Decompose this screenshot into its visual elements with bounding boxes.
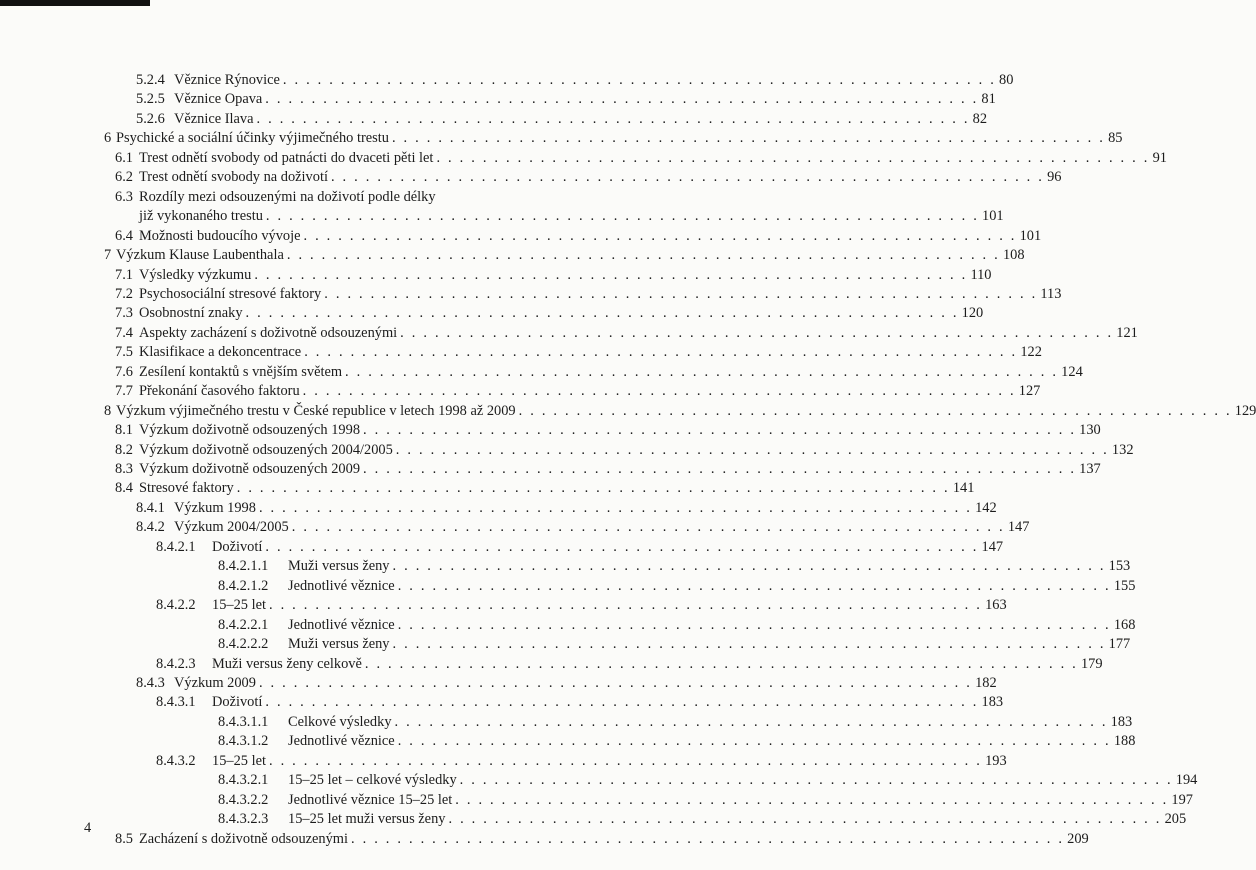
toc-dot-leader: . . . . . . . . . . . . . . . . . . . . . . . . . . . . . . . . . . . . . . . . . . . . . . . . . . . . . . . . . . . . . . bbox=[286, 247, 1000, 264]
toc-entry bbox=[156, 655, 1103, 674]
toc-entry bbox=[115, 266, 992, 285]
toc-entry bbox=[115, 149, 1167, 168]
toc-entry-number: 5.2.5 bbox=[136, 91, 165, 108]
toc-dot-leader: . . . . . . . . . . . . . . . . . . . . . . . . . . . . . . . . . . . . . . . . . . . . . . . . . . . . . . . . . . . . . . bbox=[254, 266, 968, 283]
toc-entry-number: 7.5 bbox=[115, 344, 133, 361]
toc-dot-leader: . . . . . . . . . . . . . . . . . . . . . . . . . . . . . . . . . . . . . . . . . . . . . . . . . . . . . . . . . . . . . . bbox=[400, 324, 1114, 341]
toc-entry bbox=[115, 188, 569, 207]
toc-entry bbox=[218, 771, 1198, 790]
toc-entry-title: Klasifikace a dekoncentrace bbox=[139, 344, 302, 361]
toc-entry-number: 8.4.2.1.1 bbox=[218, 558, 269, 575]
toc-entry bbox=[218, 791, 1193, 810]
toc-dot-leader: . . . . . . . . . . . . . . . . . . . . . . . . . . . . . . . . . . . . . . . . . . . . . . . . . . . . . . . . . . . . . . bbox=[268, 752, 983, 769]
toc-entry bbox=[218, 557, 1131, 576]
toc-dot-leader: . . . . . . . . . . . . . . . . . . . . . . . . . . . . . . . . . . . . . . . . . . . . . . . . . . . . . . . . . . . . . . bbox=[436, 149, 1150, 166]
toc-dot-leader: . . . . . . . . . . . . . . . . . . . . . . . . . . . . . . . . . . . . . . . . . . . . . . . . . . . . . . . . . . . . . . bbox=[397, 733, 1111, 750]
toc-dot-leader: . . . . . . . . . . . . . . . . . . . . . . . . . . . . . . . . . . . . . . . . . . . . . . . . . . . . . . . . . . . . . . bbox=[245, 305, 959, 322]
toc-entry-number: 8.5 bbox=[115, 830, 133, 847]
toc-entry-title: Výzkum 2009 bbox=[174, 674, 256, 691]
toc-entry-number: 8.4.3.2.3 bbox=[218, 811, 269, 828]
toc-dot-leader: . . . . . . . . . . . . . . . . . . . . . . . . . . . . . . . . . . . . . . . . . . . . . . . . . . . . . . . . . . . . . . bbox=[363, 461, 1077, 477]
toc-entry-title: Jednotlivé věznice bbox=[288, 616, 395, 633]
toc-entry-page: 147 bbox=[1007, 519, 1030, 536]
toc-entry bbox=[104, 402, 1256, 421]
toc-entry-page: 141 bbox=[952, 480, 975, 497]
toc-dot-leader: . . . . . . . . . . . . . . . . . . . . . . . . . . . . . . . . . . . . . . . . . . . . . . . . . . . . . . . . . . . . . . bbox=[391, 130, 1106, 147]
toc-dot-leader: . . . . . . . . . . . . . . . . . . . . . . . . . . . . . . . . . . . . . . . . . . . . . . . . . . . . . . . . . . . . . . bbox=[282, 72, 997, 88]
toc-entry-title: Trest odnětí svobody od patnácti do dvaceti pěti let bbox=[139, 149, 434, 166]
toc-dot-leader: . . . . . . . . . . . . . . . . . . . . . . . . . . . . . . . . . . . . . . . . . . . . . . . . . . . . . . . . . . . . . . bbox=[363, 422, 1077, 439]
toc-entry-page: 155 bbox=[1113, 577, 1136, 594]
toc-entry-title: Výzkum 1998 bbox=[174, 499, 256, 516]
toc-entry-page: 120 bbox=[961, 305, 984, 322]
toc-entry-page: 183 bbox=[981, 694, 1004, 711]
toc-entry bbox=[115, 304, 984, 323]
toc-entry-title: Výzkum doživotně odsouzených 1998 bbox=[139, 422, 361, 439]
toc-entry-number: 8.1 bbox=[115, 422, 133, 439]
toc-entry-page: 193 bbox=[985, 752, 1007, 769]
toc-entry-number: 8.4.3.1.1 bbox=[218, 713, 269, 730]
toc-entry-title: Výzkum doživotně odsouzených 2004/2005 bbox=[139, 441, 393, 458]
toc-entry-title: 15–25 let muži versus ženy bbox=[288, 811, 446, 828]
toc-entry-page: 81 bbox=[981, 91, 996, 108]
toc-entry-page: 209 bbox=[1067, 830, 1089, 847]
toc-dot-leader: . . . . . . . . . . . . . . . . . . . . . . . . . . . . . . . . . . . . . . . . . . . . . . . . . . . . . . . . . . . . . . bbox=[302, 383, 1016, 400]
toc-dot-leader: . . . . . . . . . . . . . . . . . . . . . . . . . . . . . . . . . . . . . . . . . . . . . . . . . . . . . . . . . . . . . . bbox=[265, 694, 979, 711]
toc-entry bbox=[136, 674, 997, 693]
toc-entry-number: 8.3 bbox=[115, 461, 133, 477]
toc-entry-title: Zesílení kontaktů s vnějším světem bbox=[139, 363, 343, 380]
toc-entry-number: 8 bbox=[104, 402, 112, 419]
toc-entry bbox=[156, 752, 1007, 771]
toc-entry-page: 124 bbox=[1061, 363, 1083, 380]
toc-entry-title: Doživotí bbox=[212, 538, 263, 555]
toc-entry-title: Celkové výsledky bbox=[288, 713, 392, 730]
toc-dot-leader: . . . . . . . . . . . . . . . . . . . . . . . . . . . . . . . . . . . . . . . . . . . . . . . . . . . . . . . . . . . . . . bbox=[394, 713, 1108, 730]
toc-dot-leader: . . . . . . . . . . . . . . . . . . . . . . . . . . . . . . . . . . . . . . . . . . . . . . . . . . . . . . . . . . . . . . bbox=[258, 499, 973, 516]
toc-entry bbox=[115, 207, 1004, 226]
toc-dot-leader: . . . . . . . . . . . . . . . . . . . . . . . . . . . . . . . . . . . . . . . . . . . . . . . . . . . . . . . . . . . . . . bbox=[448, 811, 1162, 828]
toc-entry-title: 15–25 let bbox=[212, 597, 266, 614]
toc-entry-page: 121 bbox=[1116, 324, 1138, 341]
toc-entry bbox=[156, 596, 1007, 615]
toc-entry-title: Výzkum doživotně odsouzených 2009 bbox=[139, 461, 361, 477]
toc-entry-number: 8.4.3.2.2 bbox=[218, 791, 269, 808]
toc-dot-leader: . . . . . . . . . . . . . . . . . . . . . . . . . . . . . . . . . . . . . . . . . . . . . . . . . . . . . . . . . . . . . . bbox=[351, 830, 1065, 847]
toc-dot-leader: . . . . . . . . . . . . . . . . . . . . . . . . . . . . . . . . . . . . . . . . . . . . . . . . . . . . . . . . . . . . . . bbox=[256, 110, 970, 127]
toc-entry bbox=[115, 441, 1134, 460]
toc-entry-number: 8.4.2.2.1 bbox=[218, 616, 269, 633]
toc-entry-number: 7.1 bbox=[115, 266, 133, 283]
toc-dot-leader: . . . . . . . . . . . . . . . . . . . . . . . . . . . . . . . . . . . . . . . . . . . . . . . . . . . . . . . . . . . . . . bbox=[268, 597, 983, 614]
toc-entry bbox=[218, 713, 1133, 732]
toc-entry-page: 127 bbox=[1018, 383, 1041, 400]
toc-entry-page: 205 bbox=[1164, 811, 1187, 828]
toc-dot-leader: . . . . . . . . . . . . . . . . . . . . . . . . . . . . . . . . . . . . . . . . . . . . . . . . . . . . . . . . . . . . . . bbox=[330, 169, 1045, 186]
toc-entry-number: 7.2 bbox=[115, 285, 133, 302]
toc-entry-page: 122 bbox=[1020, 344, 1042, 361]
toc-entry-number: 8.4.2 bbox=[136, 519, 165, 536]
toc-entry-page: 91 bbox=[1152, 149, 1167, 166]
toc-entry-title: Možnosti budoucího vývoje bbox=[139, 227, 301, 244]
toc-entry bbox=[136, 71, 1014, 90]
toc-dot-leader: . . . . . . . . . . . . . . . . . . . . . . . . . . . . . . . . . . . . . . . . . . . . . . . . . . . . . . . . . . . . . . bbox=[304, 344, 1018, 361]
toc-entry bbox=[115, 227, 1042, 246]
toc-entry-number: 6.2 bbox=[115, 169, 133, 186]
toc-dot-leader: . . . . . . . . . . . . . . . . . . . . . . . . . . . . . . . . . . . . . . . . . . . . . . . . . . . . . . . . . . . . . . bbox=[518, 402, 1232, 419]
toc-entry bbox=[218, 616, 1136, 635]
toc-entry-page: 82 bbox=[972, 110, 988, 127]
toc-entry-title: Věznice Rýnovice bbox=[174, 72, 280, 88]
toc-entry bbox=[136, 499, 997, 518]
toc-entry-page: 80 bbox=[999, 72, 1014, 88]
toc-entry-title: Výzkum 2004/2005 bbox=[174, 519, 289, 536]
toc-entry bbox=[115, 285, 1062, 304]
toc-entry-page: 197 bbox=[1171, 791, 1193, 808]
toc-entry-page: 182 bbox=[975, 674, 997, 691]
toc-entry-title: Zacházení s doživotně odsouzenými bbox=[139, 830, 348, 847]
toc-entry-title: Muži versus ženy bbox=[288, 636, 390, 653]
toc-entry-number: 7.6 bbox=[115, 363, 133, 380]
toc-entry bbox=[156, 538, 1004, 557]
toc-entry-number: 7.3 bbox=[115, 305, 133, 322]
toc-entry-title: Rozdíly mezi odsouzenými na doživotí podle délky bbox=[139, 188, 436, 205]
toc-dot-leader: . . . . . . . . . . . . . . . . . . . . . . . . . . . . . . . . . . . . . . . . . . . . . . . . . . . . . . . . . . . . . . bbox=[397, 577, 1111, 594]
toc-entry-title: 15–25 let – celkové výsledky bbox=[288, 772, 457, 789]
toc-entry-page: 108 bbox=[1002, 247, 1025, 264]
toc-entry-number: 8.4.3.1 bbox=[156, 694, 196, 711]
toc-dot-leader: . . . . . . . . . . . . . . . . . . . . . . . . . . . . . . . . . . . . . . . . . . . . . . . . . . . . . . . . . . . . . . bbox=[258, 674, 973, 691]
toc-entry bbox=[115, 421, 1101, 440]
toc-entry-title: Jednotlivé věznice 15–25 let bbox=[288, 791, 453, 808]
toc-dot-leader: . . . . . . . . . . . . . . . . . . . . . . . . . . . . . . . . . . . . . . . . . . . . . . . . . . . . . . . . . . . . . . bbox=[395, 441, 1109, 458]
toc-entry bbox=[115, 460, 1101, 479]
toc-entry bbox=[104, 129, 1123, 148]
toc-dot-leader: . . . . . . . . . . . . . . . . . . . . . . . . . . . . . . . . . . . . . . . . . . . . . . . . . . . . . . . . . . . . . . bbox=[265, 91, 979, 108]
toc-entry-page: 85 bbox=[1108, 130, 1123, 147]
toc-dot-leader: . . . . . . . . . . . . . . . . . . . . . . . . . . . . . . . . . . . . . . . . . . . . . . . . . . . . . . . . . . . . . . bbox=[397, 616, 1111, 633]
toc-entry-page: 183 bbox=[1110, 713, 1133, 730]
toc-dot-leader: . . . . . . . . . . . . . . . . . . . . . . . . . . . . . . . . . . . . . . . . . . . . . . . . . . . . . . . . . . . . . . bbox=[265, 208, 980, 225]
toc-entry bbox=[218, 732, 1136, 751]
toc-entry-number: 8.4.2.3 bbox=[156, 655, 196, 672]
toc-entry bbox=[218, 635, 1131, 654]
toc-entry-number: 8.4.2.2.2 bbox=[218, 636, 269, 653]
toc-entry-number: 6 bbox=[104, 130, 112, 147]
toc-entry-number: 6.1 bbox=[115, 149, 133, 166]
toc-entry bbox=[156, 693, 1004, 712]
toc-dot-leader: . . . . . . . . . . . . . . . . . . . . . . . . . . . . . . . . . . . . . . . . . . . . . . . . . . . . . . . . . . . . . . bbox=[265, 538, 979, 555]
toc-entry-number: 8.4.2.1 bbox=[156, 538, 196, 555]
toc-entry-title: Stresové faktory bbox=[139, 480, 234, 497]
toc-entry-page: 179 bbox=[1080, 655, 1103, 672]
toc-entry-number: 7 bbox=[104, 247, 112, 264]
toc-entry-page: 129 bbox=[1234, 402, 1256, 419]
toc-entry-number: 8.4.1 bbox=[136, 499, 165, 516]
toc-entry bbox=[115, 343, 1042, 362]
toc-entry bbox=[115, 830, 1089, 849]
toc-entry-page: 194 bbox=[1175, 772, 1198, 789]
toc-entry-page: 163 bbox=[985, 597, 1007, 614]
toc-entry-number: 5.2.4 bbox=[136, 72, 165, 88]
toc-entry-title: Jednotlivé věznice bbox=[288, 577, 395, 594]
toc-dot-leader: . . . . . . . . . . . . . . . . . . . . . . . . . . . . . . . . . . . . . . . . . . . . . . . . . . . . . . . . . . . . . . bbox=[291, 519, 1005, 536]
toc-entry-title: Psychické a sociální účinky výjimečného trestu bbox=[116, 130, 389, 147]
toc-dot-leader: . . . . . . . . . . . . . . . . . . . . . . . . . . . . . . . . . . . . . . . . . . . . . . . . . . . . . . . . . . . . . . bbox=[303, 227, 1017, 244]
toc-entry-title: Muži versus ženy bbox=[288, 558, 390, 575]
toc-entry bbox=[115, 324, 1138, 343]
toc-entry bbox=[218, 577, 1136, 596]
toc-entry-title: Doživotí bbox=[212, 694, 263, 711]
toc-entry bbox=[136, 90, 996, 109]
toc-entry-number: 5.2.6 bbox=[136, 110, 165, 127]
toc-entry-title: Výzkum Klause Laubenthala bbox=[116, 247, 284, 264]
toc-entry-number: 8.4.3.2 bbox=[156, 752, 196, 769]
toc-entry-number: 6.4 bbox=[115, 227, 133, 244]
toc-dot-leader: . . . . . . . . . . . . . . . . . . . . . . . . . . . . . . . . . . . . . . . . . . . . . . . . . . . . . . . . . . . . . . bbox=[364, 655, 1078, 672]
toc-entry bbox=[136, 518, 1030, 537]
toc-entry bbox=[136, 110, 988, 129]
scan-corner-mark bbox=[0, 0, 150, 6]
toc-entry bbox=[104, 246, 1025, 265]
toc-entry-number: 7.7 bbox=[115, 383, 133, 400]
toc-dot-leader: . . . . . . . . . . . . . . . . . . . . . . . . . . . . . . . . . . . . . . . . . . . . . . . . . . . . . . . . . . . . . . bbox=[392, 558, 1106, 575]
toc-entry bbox=[218, 810, 1187, 829]
toc-dot-leader: . . . . . . . . . . . . . . . . . . . . . . . . . . . . . . . . . . . . . . . . . . . . . . . . . . . . . . . . . . . . . . bbox=[345, 363, 1059, 380]
toc-entry-page: 101 bbox=[1019, 227, 1042, 244]
toc-entry-number: 8.4.3.2.1 bbox=[218, 772, 269, 789]
toc-entry-title: již vykonaného trestu bbox=[139, 208, 263, 225]
toc-entry-title: Osobnostní znaky bbox=[139, 305, 243, 322]
toc-entry-number: 7.4 bbox=[115, 324, 133, 341]
toc-entry bbox=[115, 363, 1083, 382]
toc-dot-leader: . . . . . . . . . . . . . . . . . . . . . . . . . . . . . . . . . . . . . . . . . . . . . . . . . . . . . . . . . . . . . . bbox=[392, 636, 1106, 653]
toc-entry bbox=[115, 479, 975, 498]
toc-dot-leader: . . . . . . . . . . . . . . . . . . . . . . . . . . . . . . . . . . . . . . . . . . . . . . . . . . . . . . . . . . . . . . bbox=[324, 285, 1038, 302]
toc-entry-title: Jednotlivé věznice bbox=[288, 733, 395, 750]
toc-entry-title: Muži versus ženy celkově bbox=[212, 655, 362, 672]
page-number: 4 bbox=[84, 820, 92, 836]
toc-entry-title: Překonání časového faktoru bbox=[139, 383, 300, 400]
toc-entry-number: 8.4.3 bbox=[136, 674, 165, 691]
toc-entry-title: Psychosociální stresové faktory bbox=[139, 285, 322, 302]
toc-entry-page: 96 bbox=[1047, 169, 1062, 186]
toc-entry-page: 142 bbox=[975, 499, 997, 516]
toc-entry-page: 168 bbox=[1113, 616, 1136, 633]
toc-entry-title: Věznice Opava bbox=[174, 91, 263, 108]
toc-dot-leader: . . . . . . . . . . . . . . . . . . . . . . . . . . . . . . . . . . . . . . . . . . . . . . . . . . . . . . . . . . . . . . bbox=[459, 772, 1173, 789]
toc-entry-page: 110 bbox=[970, 266, 992, 283]
toc-entry-title: Aspekty zacházení s doživotně odsouzenými bbox=[139, 324, 398, 341]
toc-dot-leader: . . . . . . . . . . . . . . . . . . . . . . . . . . . . . . . . . . . . . . . . . . . . . . . . . . . . . . . . . . . . . . bbox=[455, 791, 1169, 808]
toc-entry bbox=[115, 382, 1041, 401]
toc-entry-page: 153 bbox=[1108, 558, 1131, 575]
toc-entry-page: 177 bbox=[1108, 636, 1131, 653]
toc-entry-title: 15–25 let bbox=[212, 752, 266, 769]
toc-entry-number: 6.3 bbox=[115, 188, 133, 205]
toc-entry-title: Trest odnětí svobody na doživotí bbox=[139, 169, 328, 186]
toc-entry-number: 8.4 bbox=[115, 480, 133, 497]
toc-entry-page: 101 bbox=[982, 208, 1004, 225]
toc-entry-page: 113 bbox=[1040, 285, 1062, 302]
toc-entry-number: 8.4.2.1.2 bbox=[218, 577, 269, 594]
toc-entry-page: 137 bbox=[1079, 461, 1101, 477]
toc-dot-leader: . . . . . . . . . . . . . . . . . . . . . . . . . . . . . . . . . . . . . . . . . . . . . . . . . . . . . . . . . . . . . . bbox=[236, 480, 950, 497]
toc-entry-title: Výsledky výzkumu bbox=[139, 266, 252, 283]
toc-entry-title: Výzkum výjimečného trestu v České republice v letech 1998 až 2009 bbox=[116, 402, 516, 419]
toc-entry-page: 132 bbox=[1111, 441, 1134, 458]
toc-entry-page: 147 bbox=[981, 538, 1004, 555]
toc-entry-number: 8.4.2.2 bbox=[156, 597, 196, 614]
toc-entry-number: 8.2 bbox=[115, 441, 133, 458]
toc-entry-page: 188 bbox=[1113, 733, 1136, 750]
toc-entry bbox=[115, 168, 1062, 187]
toc-entry-page: 130 bbox=[1079, 422, 1101, 439]
toc-entry-title: Věznice Ilava bbox=[174, 110, 254, 127]
toc-entry-number: 8.4.3.1.2 bbox=[218, 733, 269, 750]
